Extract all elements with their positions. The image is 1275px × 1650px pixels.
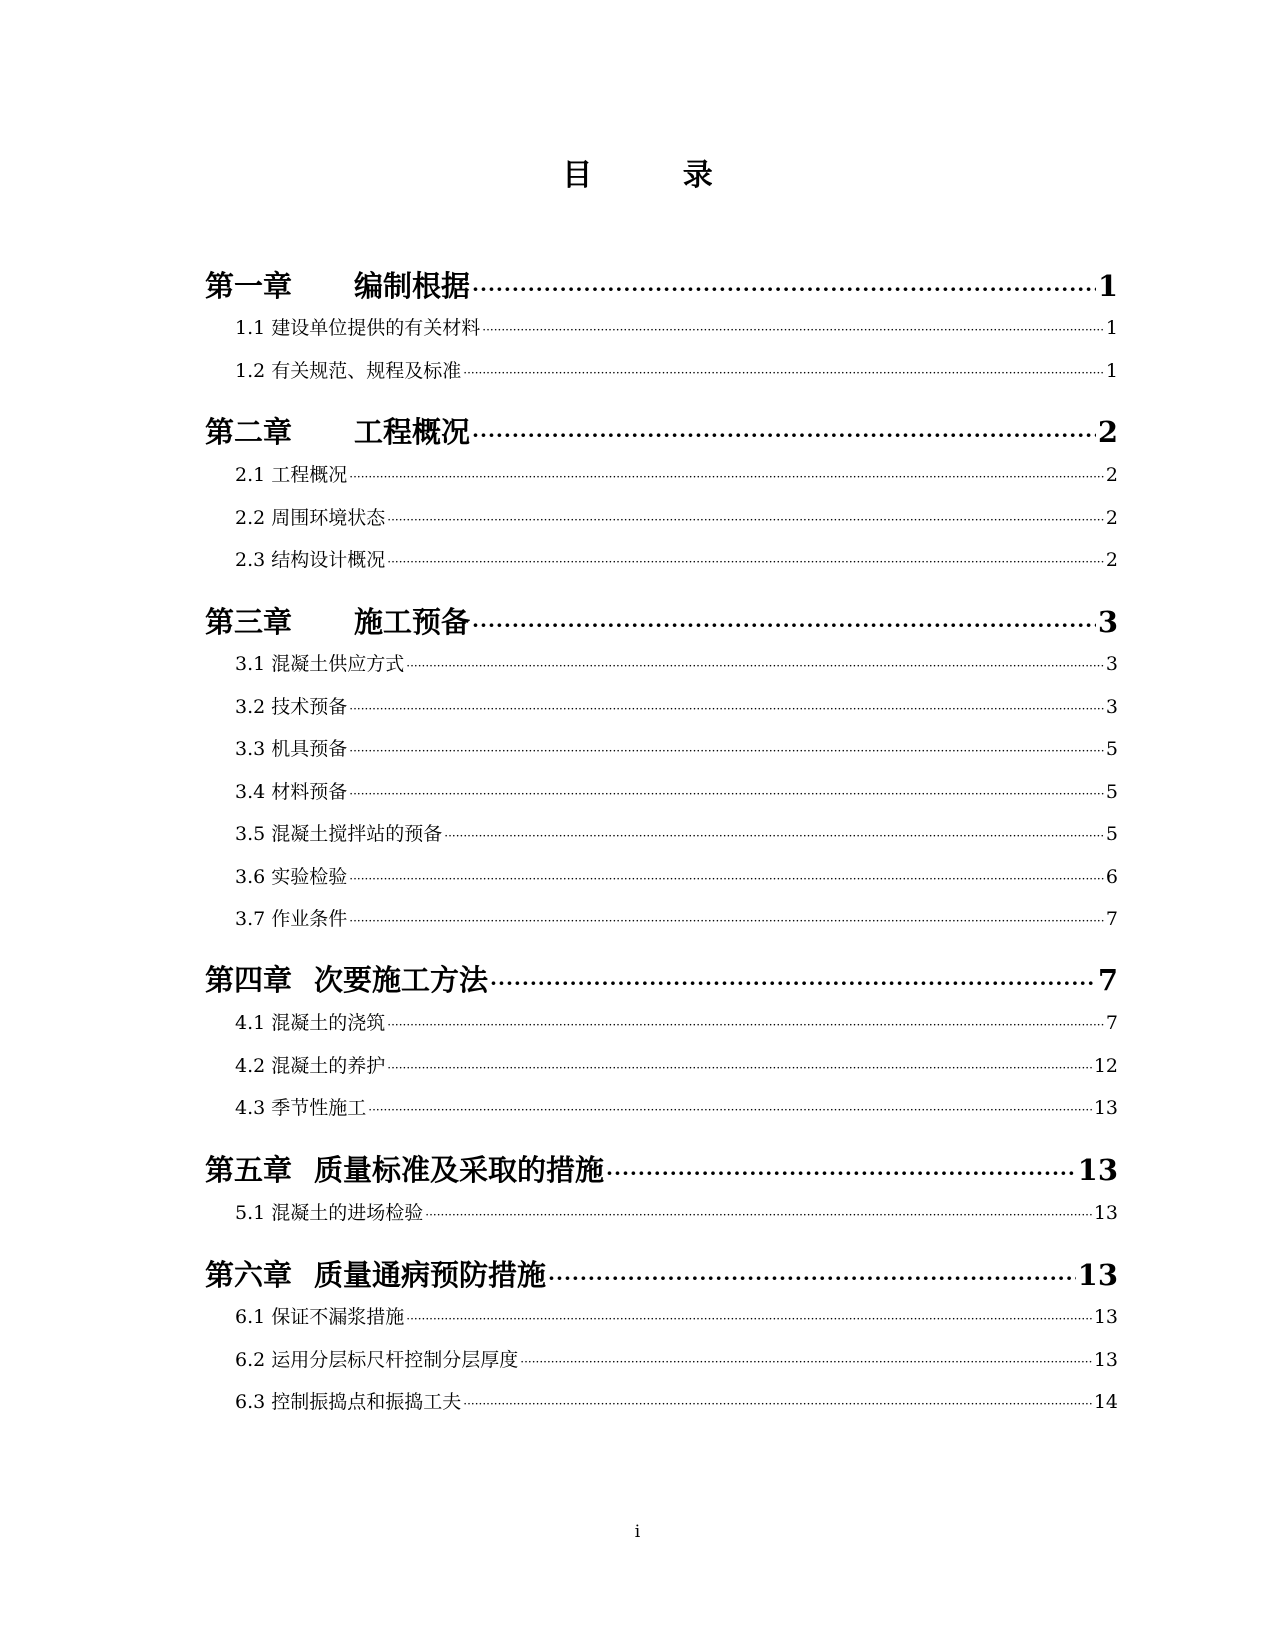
chapter-number: 第六章 <box>205 1258 293 1292</box>
toc-section-entry[interactable] <box>235 503 1118 530</box>
dot-leader <box>349 702 1104 716</box>
toc-section-entry[interactable] <box>235 356 1118 383</box>
page-number: 12 <box>1093 1055 1118 1077</box>
page-number-footer: i <box>634 1522 641 1542</box>
dot-leader <box>472 277 1096 301</box>
dot-leader <box>387 1061 1092 1075</box>
page-number: 6 <box>1105 866 1118 888</box>
section-title: 5.1 混凝土的进场检验 <box>235 1202 424 1224</box>
toc-chapter-entry[interactable] <box>205 410 1118 451</box>
page-number: 13 <box>1093 1202 1118 1224</box>
page-number: 2 <box>1097 415 1118 449</box>
dot-leader <box>472 423 1096 447</box>
section-title: 3.6 实验检验 <box>235 866 348 888</box>
section-title: 3.3 机具预备 <box>235 738 348 760</box>
page-number: 7 <box>1105 1012 1118 1034</box>
chapter-number: 第三章 <box>205 605 293 639</box>
toc-chapter-entry[interactable] <box>205 1148 1118 1189</box>
chapter-title: 施工预备 <box>354 605 471 639</box>
section-title: 2.3 结构设计概况 <box>235 549 386 571</box>
page-number: 5 <box>1105 781 1118 803</box>
section-title: 2.1 工程概况 <box>235 464 348 486</box>
chapter-number: 第一章 <box>205 269 293 303</box>
dot-leader <box>606 1161 1076 1185</box>
toc-section-entry[interactable] <box>235 545 1118 572</box>
page-number: 5 <box>1105 738 1118 760</box>
chapter-number: 第二章 <box>205 415 293 449</box>
toc-section-entry[interactable] <box>235 1008 1118 1035</box>
page-number: 2 <box>1105 507 1118 529</box>
section-title: 1.1 建设单位提供的有关材料 <box>235 317 481 339</box>
toc-section-entry[interactable] <box>235 1051 1118 1078</box>
toc-chapter-entry[interactable] <box>205 1253 1118 1294</box>
toc-section-entry[interactable] <box>235 734 1118 761</box>
dot-leader <box>349 872 1104 886</box>
section-title: 3.5 混凝土搅拌站的预备 <box>235 823 443 845</box>
dot-leader <box>349 914 1104 928</box>
page-number: 1 <box>1105 360 1118 382</box>
page-number: 14 <box>1093 1391 1118 1413</box>
toc-section-entry[interactable] <box>235 904 1118 931</box>
toc-section-entry[interactable] <box>235 313 1118 340</box>
toc-section-entry[interactable] <box>235 460 1118 487</box>
page-number: 13 <box>1093 1349 1118 1371</box>
section-title: 6.2 运用分层标尺杆控制分层厚度 <box>235 1349 519 1371</box>
dot-leader <box>368 1103 1092 1117</box>
toc-section-entry[interactable] <box>235 1345 1118 1372</box>
page-number: 3 <box>1105 696 1118 718</box>
section-title: 3.4 材料预备 <box>235 781 348 803</box>
chapter-title: 质量通病预防措施 <box>314 1258 547 1292</box>
section-title: 4.3 季节性施工 <box>235 1097 367 1119</box>
toc-chapter-entry[interactable] <box>205 958 1118 999</box>
dot-leader <box>406 659 1104 673</box>
toc-section-entry[interactable] <box>235 649 1118 676</box>
toc-chapter-entry[interactable] <box>205 600 1118 641</box>
toc-section-entry[interactable] <box>235 819 1118 846</box>
page-number: 3 <box>1097 605 1118 639</box>
page-number: 2 <box>1105 464 1118 486</box>
toc-section-entry[interactable] <box>235 1387 1118 1414</box>
section-title: 4.2 混凝土的养护 <box>235 1055 386 1077</box>
toc-section-entry[interactable] <box>235 1093 1118 1120</box>
dot-leader <box>406 1312 1092 1326</box>
page-number: 7 <box>1097 963 1118 997</box>
section-title: 3.2 技术预备 <box>235 696 348 718</box>
page-number: 13 <box>1077 1258 1118 1292</box>
dot-leader <box>472 613 1096 637</box>
section-title: 6.1 保证不漏浆措施 <box>235 1306 405 1328</box>
dot-leader <box>387 513 1104 527</box>
toc-section-entry[interactable] <box>235 862 1118 889</box>
section-title: 4.1 混凝土的浇筑 <box>235 1012 386 1034</box>
page-number: 1 <box>1105 317 1118 339</box>
dot-leader <box>349 787 1104 801</box>
page-number: 2 <box>1105 549 1118 571</box>
chapter-number: 第四章 <box>205 963 293 997</box>
section-title: 3.1 混凝土供应方式 <box>235 653 405 675</box>
dot-leader <box>482 323 1104 337</box>
page-number: 13 <box>1093 1306 1118 1328</box>
toc-section-entry[interactable] <box>235 777 1118 804</box>
toc-section-entry[interactable] <box>235 1302 1118 1329</box>
dot-leader <box>463 366 1104 380</box>
dot-leader <box>548 1266 1076 1290</box>
dot-leader <box>520 1355 1092 1369</box>
page-number: 7 <box>1105 908 1118 930</box>
toc-chapter-entry[interactable] <box>205 264 1118 305</box>
page-number: 3 <box>1105 653 1118 675</box>
toc-section-entry[interactable] <box>235 692 1118 719</box>
page-number: 5 <box>1105 823 1118 845</box>
chapter-title: 次要施工方法 <box>314 963 489 997</box>
dot-leader <box>444 829 1104 843</box>
chapter-title: 编制根据 <box>354 269 471 303</box>
chapter-title: 工程概况 <box>354 415 471 449</box>
section-title: 6.3 控制振捣点和振捣工夫 <box>235 1391 462 1413</box>
dot-leader <box>463 1397 1092 1411</box>
chapter-title: 质量标准及采取的措施 <box>314 1153 605 1187</box>
dot-leader <box>387 1018 1104 1032</box>
page-number: 13 <box>1077 1153 1118 1187</box>
dot-leader <box>349 470 1104 484</box>
dot-leader <box>349 744 1104 758</box>
toc-section-entry[interactable] <box>235 1198 1118 1225</box>
section-title: 3.7 作业条件 <box>235 908 348 930</box>
page-number: 13 <box>1093 1097 1118 1119</box>
section-title: 2.2 周围环境状态 <box>235 507 386 529</box>
dot-leader <box>387 555 1104 569</box>
dot-leader <box>490 971 1096 995</box>
page-title: 目 录 <box>562 158 753 193</box>
page-number: 1 <box>1097 269 1118 303</box>
chapter-number: 第五章 <box>205 1153 293 1187</box>
section-title: 1.2 有关规范、规程及标准 <box>235 360 462 382</box>
dot-leader <box>425 1208 1092 1222</box>
